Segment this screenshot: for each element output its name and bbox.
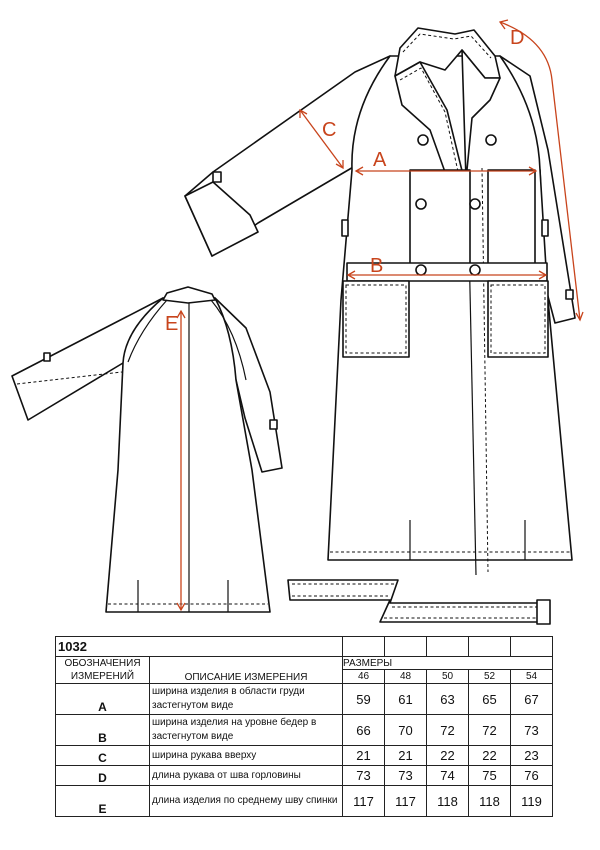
back-collar [163, 287, 215, 303]
measure-c-label: C [322, 119, 337, 141]
size-48: 48 [385, 670, 427, 684]
row-value: 70 [385, 715, 427, 746]
row-value: 118 [469, 786, 511, 817]
row-value: 75 [469, 766, 511, 786]
front-pocket-left [343, 281, 409, 357]
measure-b-label: B [370, 255, 384, 277]
front-yoke-right [488, 170, 535, 266]
loose-belt [288, 580, 548, 622]
measure-a-label: A [373, 149, 387, 171]
header-sizes: РАЗМЕРЫ [343, 657, 553, 670]
row-value: 72 [427, 715, 469, 746]
row-value: 117 [343, 786, 385, 817]
size-52: 52 [469, 670, 511, 684]
front-side-tab-right [542, 220, 548, 236]
row-value: 119 [511, 786, 553, 817]
row-value: 61 [385, 684, 427, 715]
header-description: ОПИСАНИЕ ИЗМЕРЕНИЯ [150, 657, 343, 684]
row-value: 72 [469, 715, 511, 746]
row-description: длина изделия по среднему шву спинки [150, 786, 343, 817]
row-value: 74 [427, 766, 469, 786]
belt-buckle [537, 600, 550, 624]
measure-e-label: E [165, 313, 179, 335]
size-54: 54 [511, 670, 553, 684]
row-value: 22 [469, 746, 511, 766]
button [470, 199, 480, 209]
row-description: длина рукава от шва горловины [150, 766, 343, 786]
button [470, 265, 480, 275]
back-view [12, 287, 282, 612]
button [416, 199, 426, 209]
table-row [56, 684, 553, 715]
header-code: ОБОЗНАЧЕНИЯ ИЗМЕРЕНИЙ [56, 657, 150, 684]
table-row [56, 766, 553, 786]
row-value: 23 [511, 746, 553, 766]
row-description: ширина изделия на уровне бедер в застегнутом виде [150, 715, 343, 746]
size-46: 46 [343, 670, 385, 684]
row-value: 118 [427, 786, 469, 817]
row-value: 73 [385, 766, 427, 786]
row-value: 67 [511, 684, 553, 715]
button [418, 135, 428, 145]
row-description: ширина рукава вверху [150, 746, 343, 766]
size-chart-table [55, 636, 553, 817]
row-code: A [56, 684, 150, 715]
row-code: E [56, 786, 150, 817]
row-code: B [56, 715, 150, 746]
back-sleeve-tab [44, 353, 50, 361]
row-value: 21 [343, 746, 385, 766]
button [416, 265, 426, 275]
size-50: 50 [427, 670, 469, 684]
row-value: 66 [343, 715, 385, 746]
row-code: C [56, 746, 150, 766]
table-header-row [56, 657, 553, 670]
row-value: 63 [427, 684, 469, 715]
front-yoke-left [410, 170, 470, 266]
row-value: 65 [469, 684, 511, 715]
table-title-row [56, 637, 553, 657]
table-row [56, 786, 553, 817]
table-row [56, 715, 553, 746]
table-row [56, 746, 553, 766]
front-sleeve-tab-left [213, 172, 221, 182]
row-description: ширина изделия в области груди застегнутом виде [150, 684, 343, 715]
row-value: 22 [427, 746, 469, 766]
row-value: 117 [385, 786, 427, 817]
model-number: 1032 [56, 637, 343, 657]
row-code: D [56, 766, 150, 786]
row-value: 59 [343, 684, 385, 715]
measure-d-label: D [510, 27, 525, 49]
back-sleeve-tab-right [270, 420, 277, 429]
front-sleeve-tab-right [566, 290, 573, 299]
row-value: 21 [385, 746, 427, 766]
button [486, 135, 496, 145]
row-value: 73 [511, 715, 553, 746]
front-side-tab-left [342, 220, 348, 236]
row-value: 76 [511, 766, 553, 786]
front-pocket-right [488, 281, 548, 357]
row-value: 73 [343, 766, 385, 786]
